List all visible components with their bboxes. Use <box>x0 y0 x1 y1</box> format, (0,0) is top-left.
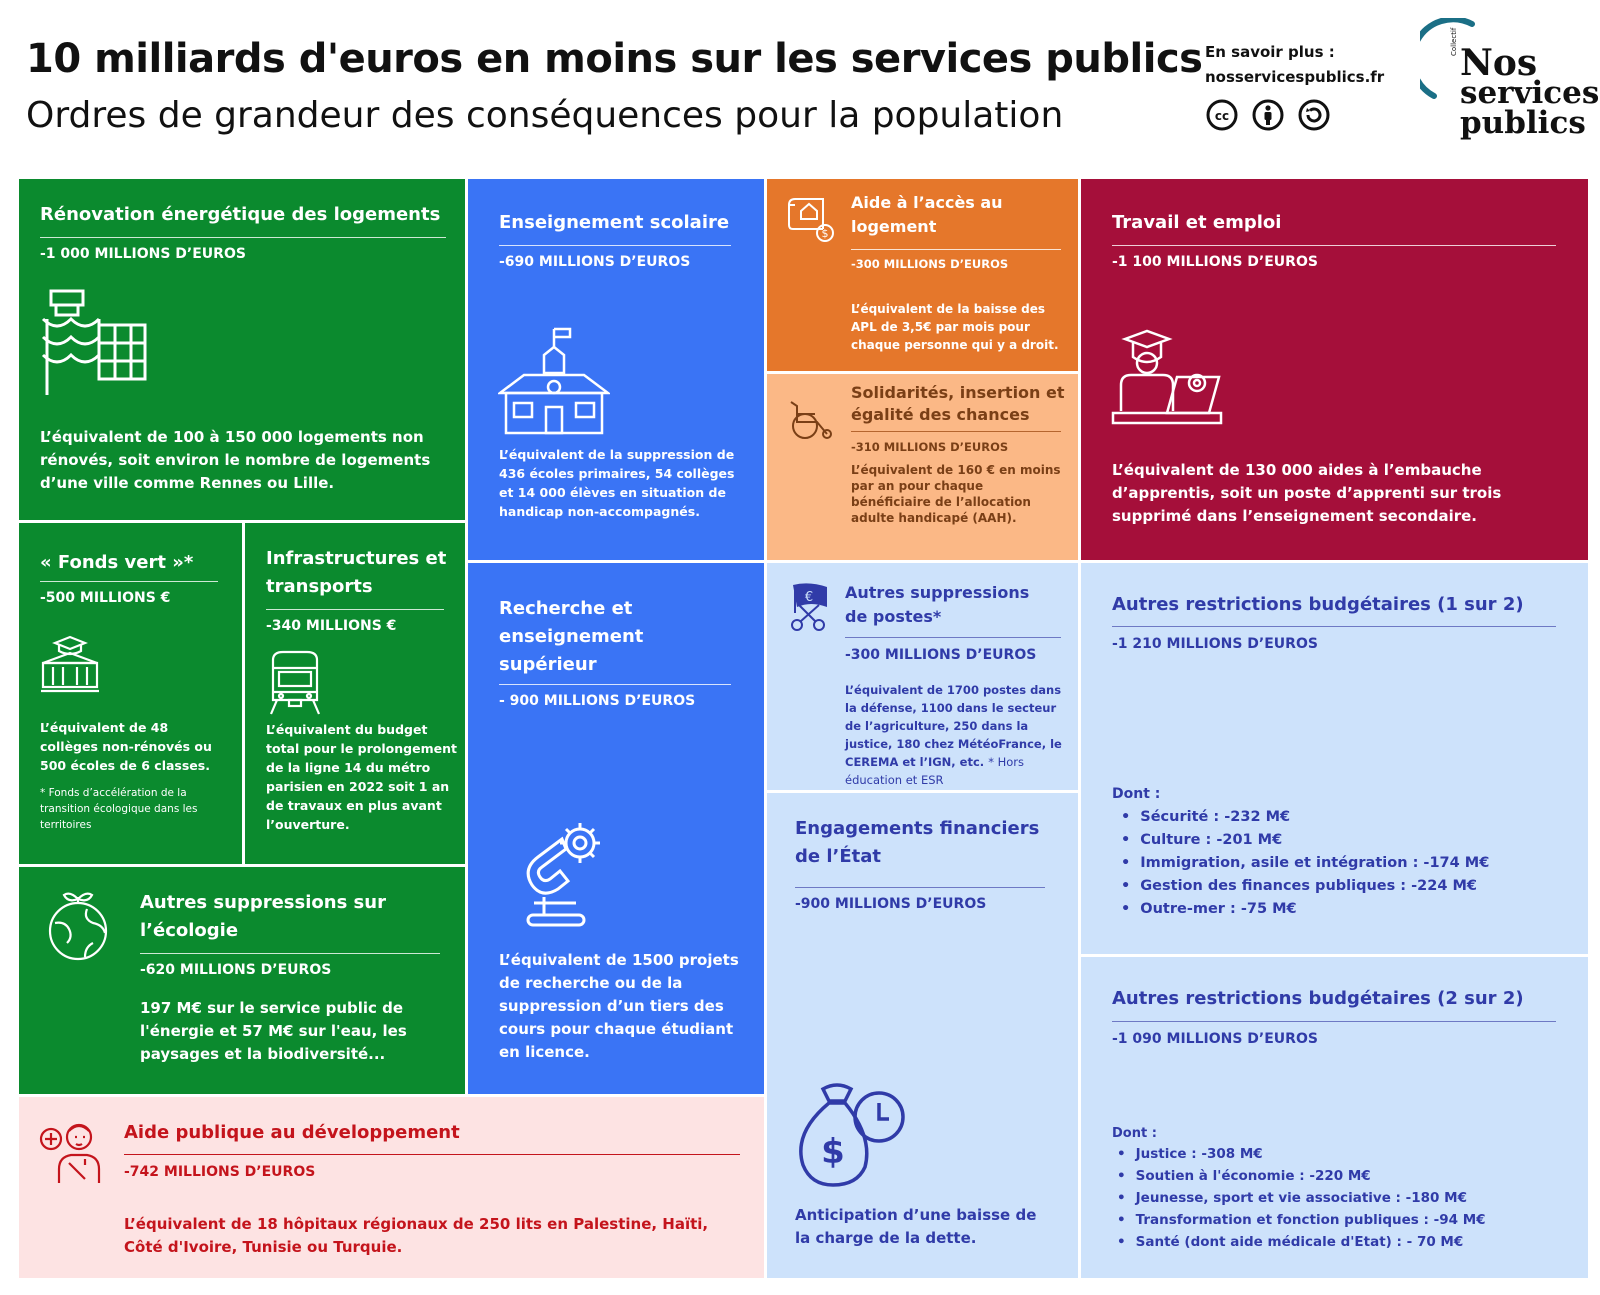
dont-label: Dont : <box>1112 1126 1157 1141</box>
panel-title: Enseignement scolaire <box>499 212 730 233</box>
panel-body: L’équivalent de 18 hôpitaux régionaux de 250 lits en Palestine, Haïti, Côté d'Ivoire, Tunisie ou Turquie. <box>124 1215 709 1256</box>
panel-renovation <box>19 179 465 520</box>
panel-body: L’équivalent de la baisse des APL de 3,5€ par mois pour chaque personne qui y a droit. <box>851 302 1059 352</box>
panel-title: Rénovation énergétique des logements <box>40 204 441 225</box>
panel-title: Autres restrictions budgétaires (1 sur 2) <box>1112 594 1524 615</box>
panel-amount: -690 MILLIONS D’EUROS <box>499 254 691 270</box>
panel-title: Aide publique au développement <box>124 1122 460 1143</box>
money-bag-clock-icon <box>793 1081 913 1191</box>
divider <box>1112 245 1556 246</box>
graduate-laptop-icon <box>1111 329 1223 441</box>
more-link[interactable]: nosservicespublics.fr <box>1205 68 1385 86</box>
brand-logo <box>1420 18 1600 158</box>
list-item: • Sécurité : -232 M€ <box>1121 806 1489 829</box>
panel-solidarites <box>767 374 1078 560</box>
panel-postes <box>767 563 1078 790</box>
list-item: • Outre-mer : -75 M€ <box>1121 898 1489 921</box>
list-item: • Jeunesse, sport et vie associative : -180 M€ <box>1117 1187 1486 1209</box>
divider <box>140 953 440 954</box>
panel-fonds-vert <box>19 523 242 864</box>
panel-body: 197 M€ sur le service public de l'énergie et 57 M€ sur l'eau, les paysages et la biodiversité... <box>140 999 407 1063</box>
panel-restrictions-1 <box>1081 563 1588 954</box>
panel-amount: - 900 MILLIONS D’EUROS <box>499 693 696 709</box>
divider <box>40 581 218 582</box>
panel-amount: -1 090 MILLIONS D’EUROS <box>1112 1031 1318 1047</box>
doctor-icon <box>39 1119 105 1185</box>
divider <box>40 237 446 238</box>
house-document-icon <box>787 195 835 243</box>
panel-title: Travail et emploi <box>1112 212 1282 233</box>
panel-ecologie <box>19 867 465 1094</box>
panel-amount: -620 MILLIONS D’EUROS <box>140 962 332 978</box>
panel-body-text: L’équivalent de 1700 postes dans la défense, 1100 dans le secteur de l’agriculture, 250 dans la justice, 180 chez MétéoFrance, le CEREMA et l’IGN, etc. <box>845 683 1062 769</box>
list-item: • Transformation et fonction publiques : -94 M€ <box>1117 1209 1486 1231</box>
panel-title: Recherche et enseignement supérieur <box>499 598 644 675</box>
logo-collectif: Collectif <box>1450 27 1458 56</box>
divider <box>1112 626 1556 627</box>
logo-line1: Nos <box>1460 42 1538 84</box>
svg-text:cc: cc <box>1214 109 1230 123</box>
panel-enseignement <box>468 179 764 560</box>
panel-note: * Hors éducation et ESR <box>845 755 1024 787</box>
page-subtitle: Ordres de grandeur des conséquences pour la population <box>26 95 1064 136</box>
panel-restrictions-2 <box>1081 957 1588 1278</box>
logo-line3: publics <box>1460 105 1586 141</box>
school-icon <box>498 327 610 439</box>
page-title: 10 milliards d'euros en moins sur les services publics <box>26 36 1203 82</box>
panel-logement <box>767 179 1078 371</box>
panel-title: Autres suppressions sur l’écologie <box>140 892 386 941</box>
dont-label: Dont : <box>1112 786 1161 802</box>
divider <box>851 431 1061 432</box>
panel-amount: -1 000 MILLIONS D’EUROS <box>40 246 246 262</box>
divider <box>851 249 1061 250</box>
list-item: • Gestion des finances publiques : -224 M€ <box>1121 875 1489 898</box>
panel-recherche <box>468 563 764 1094</box>
panel-title: « Fonds vert »* <box>40 552 194 573</box>
panel-note: * Fonds d’accélération de la transition écologique dans les territoires <box>40 787 198 831</box>
divider <box>795 887 1045 888</box>
logo-line2: services <box>1460 75 1600 111</box>
svg-text:$: $ <box>821 227 829 240</box>
panel-amount: -310 MILLIONS D’EUROS <box>851 440 1009 454</box>
svg-text:€: € <box>804 590 814 605</box>
panel-body: Anticipation d’une baisse de la charge de la dette. <box>795 1206 1037 1247</box>
divider <box>499 684 731 685</box>
panel-amount: -1 210 MILLIONS D’EUROS <box>1112 636 1318 652</box>
list-item: • Culture : -201 M€ <box>1121 829 1489 852</box>
panel-title: Infrastructures et transports <box>266 548 447 597</box>
more-label: En savoir plus : <box>1205 43 1335 61</box>
panel-title: Autres suppressions de postes* <box>845 583 1030 626</box>
college-icon <box>39 635 101 695</box>
globe-plant-icon <box>47 889 109 961</box>
list-item: • Soutien à l'économie : -220 M€ <box>1117 1165 1486 1187</box>
panel-title: Solidarités, insertion et égalité des chances <box>851 383 1065 424</box>
panel-body: L’équivalent du budget total pour le prolongement de la ligne 14 du métro parisien en 2022 soit 1 an de travaux en plus avant l’ouverture. <box>266 722 457 832</box>
license-icons <box>1205 98 1331 132</box>
restrictions-list <box>1121 806 1489 921</box>
list-item: • Immigration, asile et intégration : -174 M€ <box>1121 852 1489 875</box>
train-icon <box>267 650 323 716</box>
restrictions-list <box>1117 1143 1486 1253</box>
wheelchair-icon <box>787 394 835 442</box>
panel-engagements <box>767 793 1078 1278</box>
euro-flag-scissors-icon <box>789 583 831 633</box>
magnet-gear-icon <box>504 819 604 931</box>
panel-amount: -742 MILLIONS D’EUROS <box>124 1164 316 1180</box>
cc-icon <box>1205 98 1239 132</box>
list-item: • Santé (dont aide médicale d'Etat) : - 70 M€ <box>1117 1231 1486 1253</box>
panel-amount: -300 MILLIONS D’EUROS <box>845 647 1037 663</box>
panel-body: L’équivalent de 160 € en moins par an pour chaque bénéficiaire de l’allocation adulte handicapé (AAH). <box>851 463 1061 525</box>
panel-body: L’équivalent de 48 collèges non-rénovés ou 500 écoles de 6 classes. <box>40 720 212 773</box>
panel-amount: -340 MILLIONS € <box>266 618 397 634</box>
panel-body: L’équivalent de 130 000 aides à l’embauche d’apprentis, soit un poste d’apprenti sur trois supprimé dans l’enseignement secondaire. <box>1112 461 1502 525</box>
divider <box>499 245 731 246</box>
panel-body <box>845 681 1065 789</box>
panel-amount: -300 MILLIONS D’EUROS <box>851 257 1009 271</box>
panel-body: L’équivalent de la suppression de 436 écoles primaires, 54 collèges et 14 000 élèves en situation de handicap non-accompagnés. <box>499 447 735 519</box>
more-info <box>1205 40 1384 90</box>
building-icon <box>41 289 151 399</box>
divider <box>266 609 444 610</box>
panel-title: Engagements financiers de l’État <box>795 818 1040 867</box>
panel-amount: -1 100 MILLIONS D’EUROS <box>1112 254 1318 270</box>
logo-text <box>1460 42 1600 141</box>
divider <box>1112 1021 1556 1022</box>
by-icon <box>1251 98 1285 132</box>
panel-body: L’équivalent de 100 à 150 000 logements non rénovés, soit environ le nombre de logements d’une ville comme Rennes ou Lille. <box>40 428 431 492</box>
panel-travail <box>1081 179 1588 560</box>
panel-infrastructures <box>245 523 465 864</box>
panel-title: Autres restrictions budgétaires (2 sur 2) <box>1112 988 1524 1009</box>
panel-aide-developpement <box>19 1097 764 1278</box>
panel-body: L’équivalent de 1500 projets de recherche ou de la suppression d’un tiers des cours pour chaque étudiant en licence. <box>499 951 739 1061</box>
panel-title: Aide à l’accès au logement <box>851 193 1003 236</box>
panel-amount: -900 MILLIONS D’EUROS <box>795 896 987 912</box>
panel-amount: -500 MILLIONS € <box>40 590 171 606</box>
divider <box>845 637 1061 638</box>
sa-icon <box>1297 98 1331 132</box>
list-item: • Justice : -308 M€ <box>1117 1143 1486 1165</box>
svg-text:$: $ <box>821 1132 845 1172</box>
divider <box>124 1154 740 1155</box>
